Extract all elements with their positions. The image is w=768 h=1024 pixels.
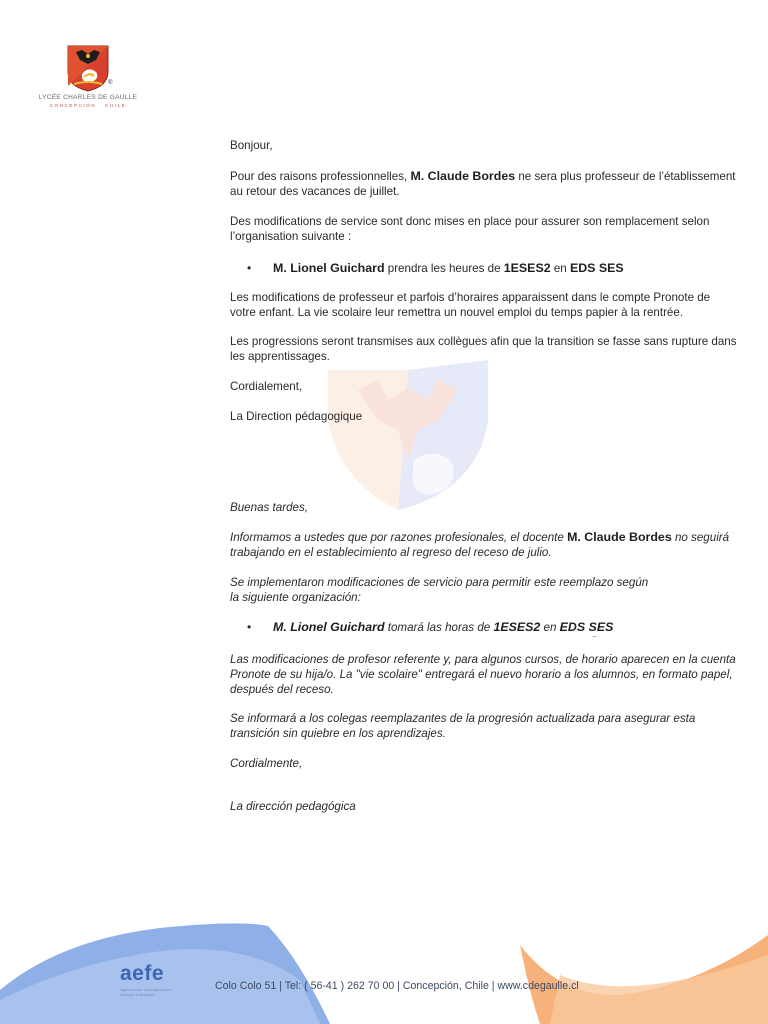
spanish-paragraph-4-line2: transición sin quiebre en los aprendizajes. <box>230 727 446 740</box>
spanish-paragraph-1 <box>230 530 768 545</box>
school-crest-icon <box>66 44 113 92</box>
bullet-icon: • <box>247 261 252 275</box>
french-paragraph-1-line2: au retour des vacances de juillet. <box>230 185 400 198</box>
footer-blue-wave <box>0 900 330 1024</box>
footer-address: Colo Colo 51 | Tel: ( 56-41 ) 262 70 00 | Concepción, Chile | www.cdegaulle.cl <box>215 980 579 992</box>
spanish-paragraph-4-line1: Se informará a los colegas reemplazantes de la progresión actualizada para asegurar esta <box>230 712 696 725</box>
aefe-tagline: Agence pour l'enseignement français à l'étranger <box>120 987 171 997</box>
spanish-paragraph-2-line2: la siguiente organización: <box>230 591 361 604</box>
spanish-p1-text-end: no seguirá <box>671 531 730 544</box>
school-name: LYCÉE CHARLES DE GAULLE <box>38 94 138 101</box>
replacement-teacher-es: M. Lionel Guichard <box>273 620 385 634</box>
spanish-bullet-en: en <box>540 621 560 634</box>
french-bullet-en: en <box>550 262 570 275</box>
french-bullet-mid: prendra les heures de <box>384 262 504 275</box>
spanish-closing: Cordialmente, <box>230 757 303 770</box>
subject-code-es: EDS SES <box>559 620 614 634</box>
spanish-signature: La dirección pedagógica <box>230 800 356 813</box>
french-greeting: Bonjour, <box>230 139 273 152</box>
spanish-paragraph-3-line3: después del receso. <box>230 683 334 696</box>
french-paragraph-3-line1: Les modifications de professeur et parfois d’horaires apparaissent dans le compte Pronote de <box>230 291 711 304</box>
teacher-name-es: M. Claude Bordes <box>567 530 672 544</box>
class-code: 1ESES2 <box>503 261 551 275</box>
replacement-teacher: M. Lionel Guichard <box>273 261 385 275</box>
french-paragraph-1 <box>230 169 768 184</box>
spanish-paragraph-3-line1: Las modificaciones de profesor referente y, para algunos cursos, de horario aparecen en la cuenta <box>230 653 736 666</box>
french-p1-text-end: ne sera plus professeur de l’établissement <box>515 170 736 183</box>
french-paragraph-2-line2: l’organisation suivante : <box>230 230 352 243</box>
scan-mark <box>593 636 596 637</box>
school-location: CONCEPCIÓN · CHILE <box>49 103 127 108</box>
french-paragraph-4-line2: les apprentissages. <box>230 350 330 363</box>
spanish-paragraph-3-line2: Pronote de su hija/o. La "vie scolaire" entregará el nuevo horario a los alumnos, en formato papel, <box>230 668 733 681</box>
registered-mark: ® <box>108 80 113 86</box>
french-closing: Cordialement, <box>230 380 303 393</box>
french-paragraph-2-line1: Des modifications de service sont donc mises en place pour assurer son remplacement selon <box>230 215 710 228</box>
bullet-icon: • <box>247 620 252 634</box>
french-bullet-text <box>273 261 624 276</box>
spanish-greeting: Buenas tardes, <box>230 501 308 514</box>
spanish-paragraph-2-line1: Se implementaron modificaciones de servicio para permitir este reemplazo según <box>230 576 649 589</box>
french-signature: La Direction pédagogique <box>230 410 363 423</box>
subject-code: EDS SES <box>569 261 624 275</box>
french-p1-text: Pour des raisons professionnelles, <box>230 170 411 183</box>
french-paragraph-3-line2: votre enfant. La vie scolaire leur remettra un nouvel emploi du temps papier à la rentrée. <box>230 306 684 319</box>
aefe-logo: aefe <box>120 962 165 985</box>
teacher-name: M. Claude Bordes <box>410 169 516 183</box>
spanish-bullet-mid: tomará las horas de <box>384 621 494 634</box>
class-code-es: 1ESES2 <box>493 620 541 634</box>
french-paragraph-4-line1: Les progressions seront transmises aux collègues afin que la transition se fasse sans rupture dans <box>230 335 737 348</box>
spanish-paragraph-1-line2: trabajando en el establecimiento al regreso del receso de julio. <box>230 546 552 559</box>
spanish-bullet-text <box>273 620 613 635</box>
spanish-p1-text: Informamos a ustedes que por razones profesionales, el docente <box>230 531 568 544</box>
